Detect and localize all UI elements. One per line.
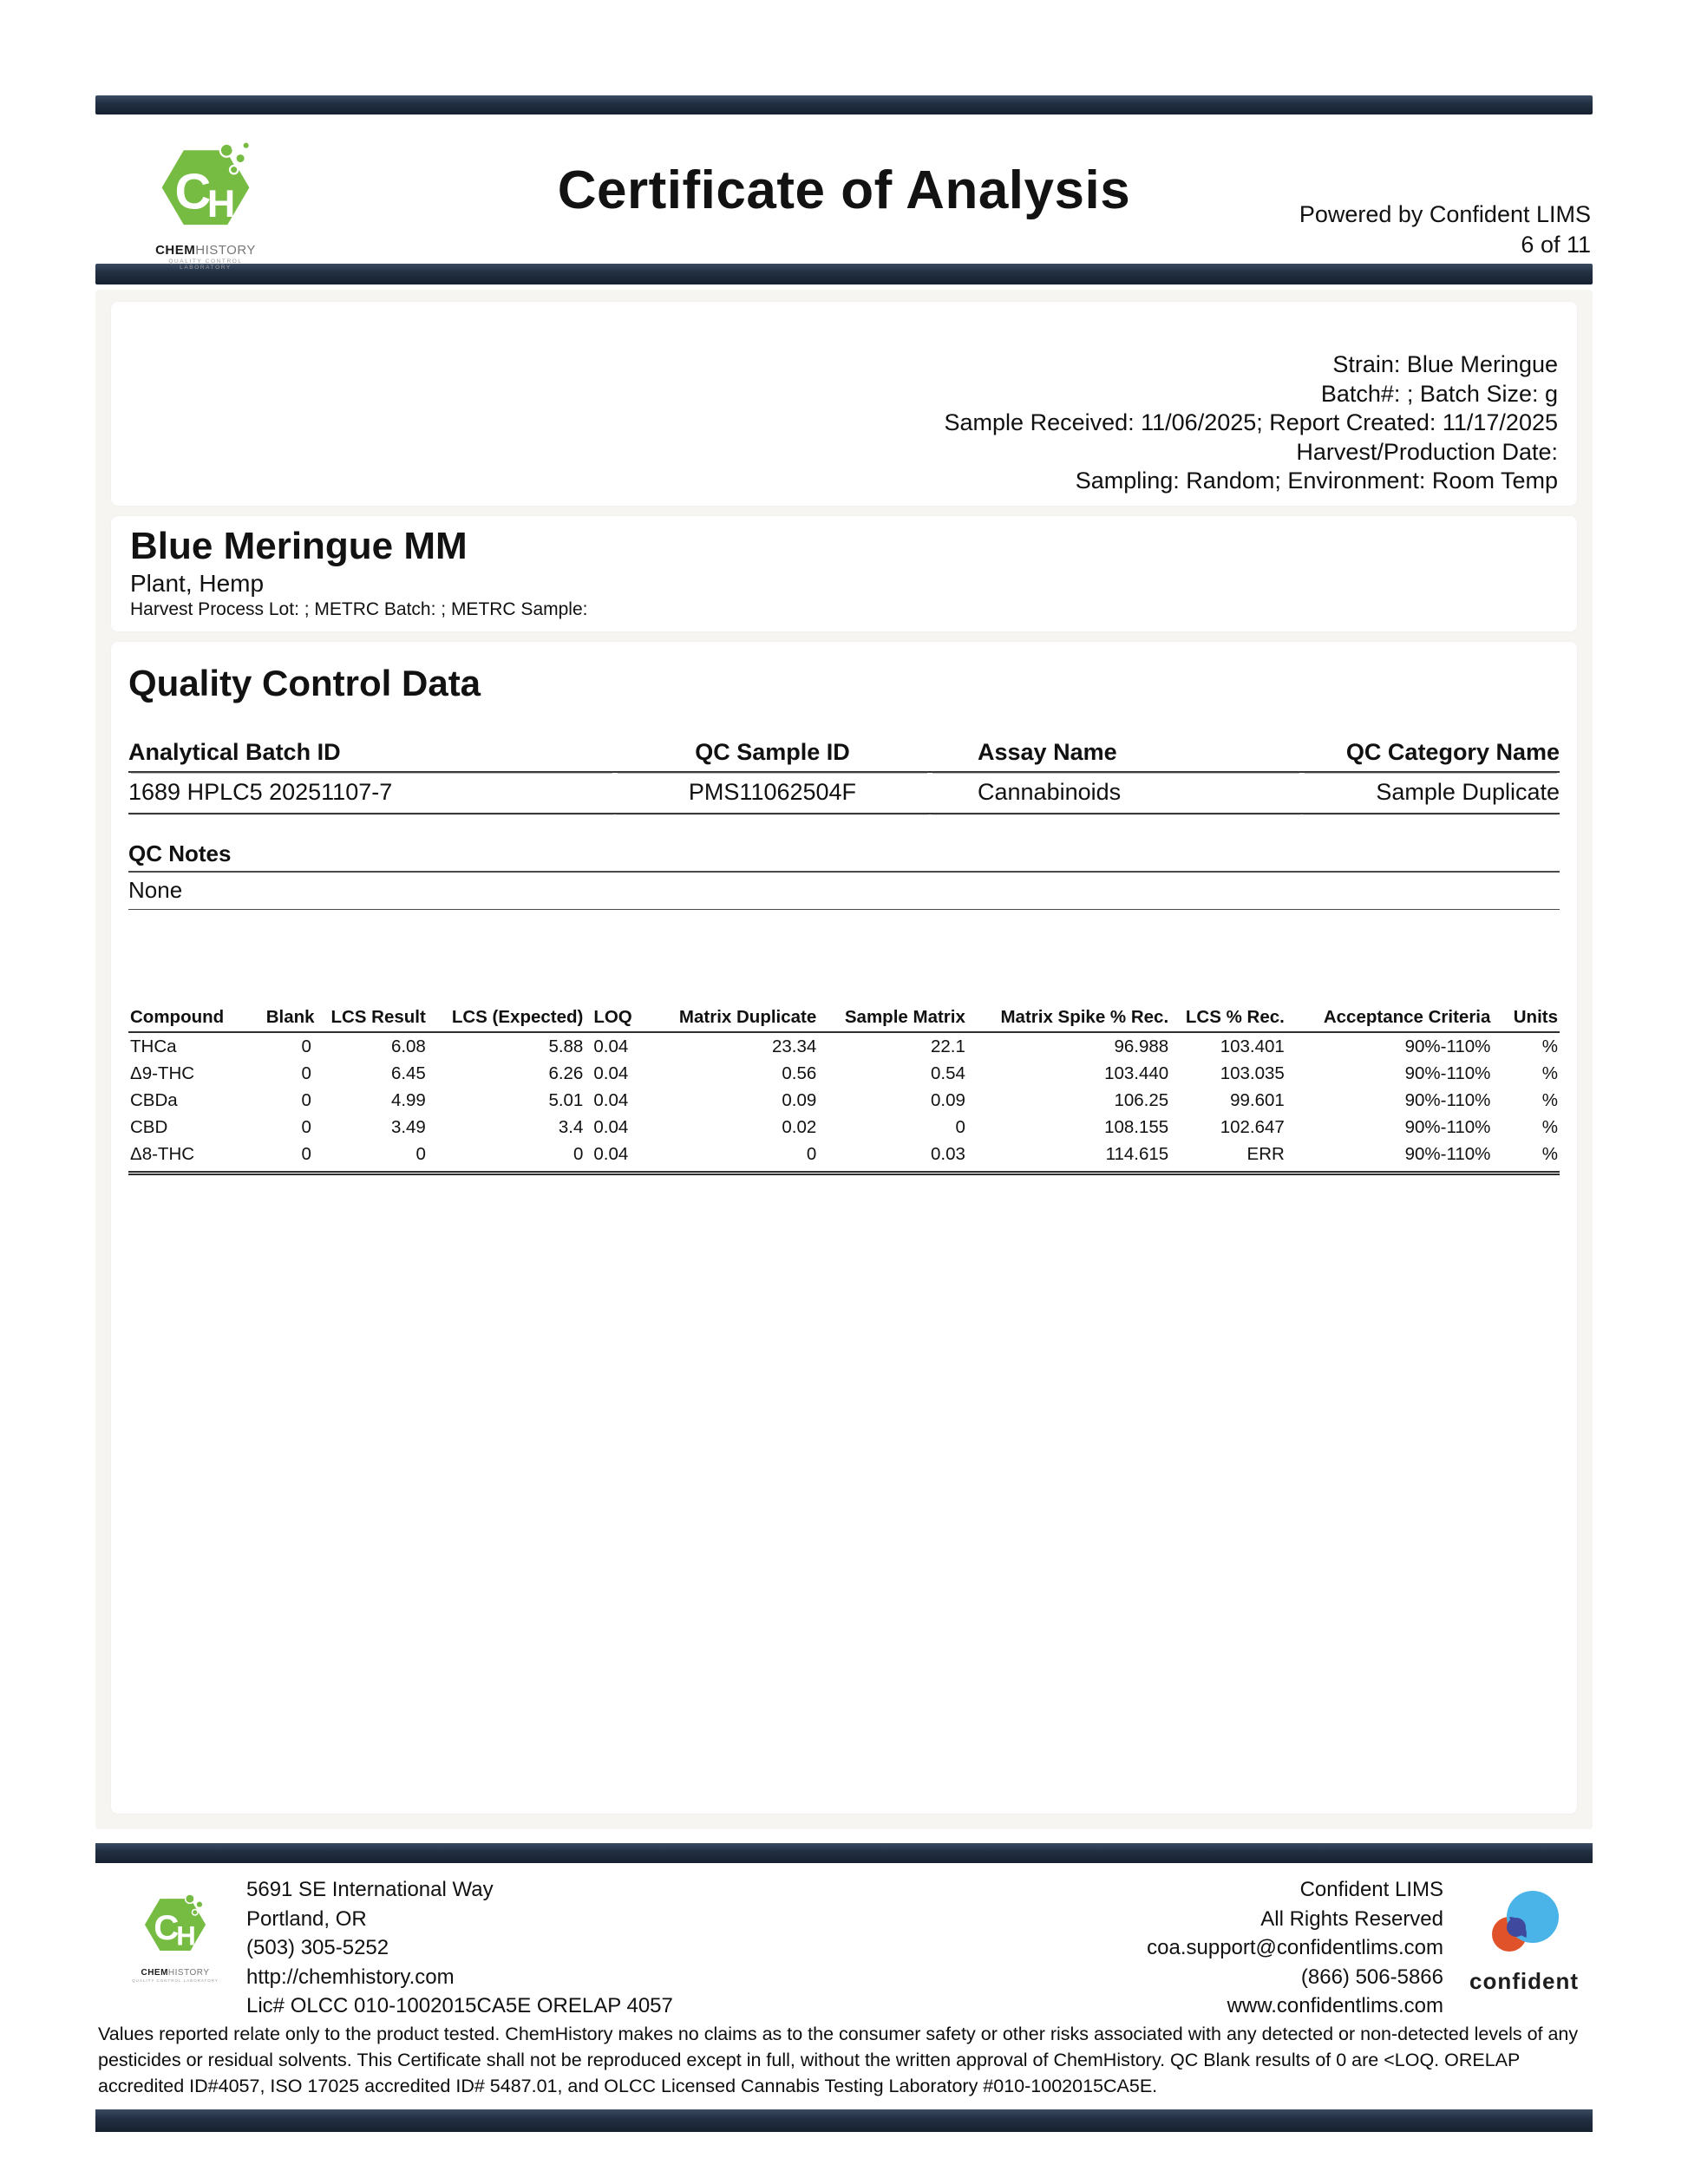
cell-loq: 0.04 <box>585 1141 639 1173</box>
lab-license: Lic# OLCC 010-1002015CA5E ORELAP 4057 <box>246 1994 673 2017</box>
logo-wordmark-chem: CHEM <box>141 1968 168 1978</box>
header-meta <box>1299 199 1591 260</box>
footer-chemhistory-logo <box>128 1891 222 1983</box>
confident-lims-logo <box>1459 1875 1589 1995</box>
product-name: Blue Meringue MM <box>130 525 468 567</box>
cell-units: % <box>1541 1116 1558 1137</box>
lab-address-line1: 5691 SE International Way <box>246 1878 494 1901</box>
col-header-lcs-result: LCS Result <box>313 1007 428 1032</box>
cell-loq: 0.04 <box>593 1063 629 1083</box>
confident-wordmark: confident <box>1469 1968 1579 1994</box>
cell-units: % <box>1492 1141 1560 1173</box>
cell-compound: Δ9-THC <box>130 1063 195 1083</box>
cell-units: % <box>1541 1036 1558 1056</box>
product-card <box>111 516 1577 631</box>
qc-meta-table <box>128 739 1560 814</box>
logo-letter-h: H <box>206 181 236 226</box>
strain-line: Strain: Blue Meringue <box>1332 351 1558 377</box>
qc-assay-name: Cannabinoids <box>930 772 1302 814</box>
cell-lcs-rec: 103.035 <box>1220 1063 1285 1083</box>
cell-sample-matrix: 0.54 <box>930 1063 965 1083</box>
cell-lcs-rec: ERR <box>1170 1141 1286 1173</box>
results-header-row <box>128 1007 1560 1032</box>
legal-disclaimer: Values reported relate only to the product tested. ChemHistory makes no claims as to the consumer safety or other risks associated with any detected or non-detected levels of any pesticides or residual solvents. This Certificate shall not be reproduced except in full, without the written approval of ChemHistory. QC Blank results of 0 are <LOQ. ORELAP accredited ID#4057, ISO 17025 accredited ID# 5487.01, and OLCC Licensed Cannabis Testing Laboratory #010-1002015CA5E. <box>98 2024 1579 2096</box>
cell-loq: 0.04 <box>593 1089 629 1110</box>
cell-lcs-result: 0 <box>313 1141 428 1173</box>
lims-website-link[interactable]: www.confidentlims.com <box>1227 1994 1443 2017</box>
cell-loq: 0.04 <box>593 1036 629 1056</box>
qc-meta-header-sample-id: QC Sample ID <box>615 739 930 772</box>
logo-wordmark-history: HISTORY <box>167 1968 210 1978</box>
cell-loq: 0.04 <box>593 1116 629 1137</box>
harvest-date-line: Harvest/Production Date: <box>1296 438 1558 465</box>
lims-rights: All Rights Reserved <box>1260 1906 1443 1931</box>
table-row-thca <box>128 1032 1560 1060</box>
qc-category-name: Sample Duplicate <box>1302 772 1560 814</box>
logo-letter-c: C <box>174 164 212 220</box>
cell-matrix-duplicate: 23.34 <box>771 1036 817 1056</box>
cell-lcs-result: 3.49 <box>390 1116 426 1137</box>
cell-blank: 0 <box>301 1089 311 1110</box>
batch-line: Batch#: ; Batch Size: g <box>1320 380 1558 407</box>
cell-blank: 0 <box>301 1036 311 1056</box>
col-header-loq: LOQ <box>585 1007 639 1032</box>
cell-lcs-expected: 5.01 <box>548 1089 584 1110</box>
cell-compound: Δ8-THC <box>128 1141 265 1173</box>
header-divider-bar <box>95 264 1593 284</box>
col-header-units: Units <box>1492 1007 1560 1032</box>
cell-lcs-expected: 3.4 <box>558 1116 584 1137</box>
cell-blank: 0 <box>265 1141 313 1173</box>
powered-by-label: Powered by Confident LIMS <box>1299 201 1591 227</box>
cell-sample-matrix: 0.03 <box>818 1141 967 1173</box>
section-title: Quality Control Data <box>128 663 481 703</box>
qc-notes-value: None <box>128 873 1560 910</box>
product-metrc-line: Harvest Process Lot: ; METRC Batch: ; METRC Sample: <box>130 599 588 619</box>
qc-meta-row <box>128 772 1560 814</box>
logo-tagline: QUALITY CONTROL LABORATORY <box>132 1978 219 1983</box>
cell-matrix-spike: 108.155 <box>1104 1116 1169 1137</box>
chemhistory-hexagon-icon <box>141 1891 209 1962</box>
page-number: 6 of 11 <box>1521 232 1591 258</box>
col-header-blank: Blank <box>265 1007 313 1032</box>
qc-analytical-batch-id: 1689 HPLC5 20251107-7 <box>128 772 615 814</box>
header <box>95 114 1593 271</box>
cell-units: % <box>1541 1089 1558 1110</box>
qc-meta-header-category: QC Category Name <box>1302 739 1560 772</box>
received-created-line: Sample Received: 11/06/2025; Report Created: 11/17/2025 <box>944 409 1558 435</box>
cell-lcs-expected: 6.26 <box>548 1063 584 1083</box>
product-type: Plant, Hemp <box>130 570 265 597</box>
cell-acceptance: 90%-110% <box>1404 1036 1491 1056</box>
cell-matrix-spike: 114.615 <box>967 1141 1170 1173</box>
footer-divider-bar <box>95 1843 1593 1863</box>
lims-name: Confident LIMS <box>1299 1878 1443 1901</box>
col-header-lcs-rec: LCS % Rec. <box>1170 1007 1286 1032</box>
logo-wordmark <box>128 1968 222 1978</box>
cell-blank: 0 <box>301 1116 311 1137</box>
qc-notes-label: QC Notes <box>128 840 1560 873</box>
cell-lcs-expected: 0 <box>428 1141 586 1173</box>
col-header-lcs-expected: LCS (Expected) <box>428 1007 586 1032</box>
lab-address-line2: Portland, OR <box>246 1906 367 1931</box>
qc-meta-header-assay: Assay Name <box>930 739 1302 772</box>
cell-matrix-duplicate: 0.02 <box>782 1116 817 1137</box>
logo-letter-h: H <box>176 1920 196 1952</box>
col-header-matrix-spike: Matrix Spike % Rec. <box>967 1007 1170 1032</box>
cell-lcs-rec: 103.401 <box>1220 1036 1285 1056</box>
table-row-cbda <box>128 1087 1560 1114</box>
top-divider-bar <box>95 95 1593 114</box>
cell-compound: THCa <box>130 1036 177 1056</box>
cell-sample-matrix: 0.09 <box>930 1089 965 1110</box>
sample-info-block <box>130 350 1558 496</box>
logo-letter-c: C <box>154 1907 180 1947</box>
cell-lcs-result: 6.08 <box>390 1036 426 1056</box>
sampling-line: Sampling: Random; Environment: Room Temp <box>1075 468 1558 494</box>
cell-lcs-result: 6.45 <box>390 1063 426 1083</box>
cell-acceptance: 90%-110% <box>1404 1063 1491 1083</box>
cell-compound: CBDa <box>130 1089 178 1110</box>
quality-control-card <box>111 642 1577 1814</box>
cell-compound: CBD <box>130 1116 168 1137</box>
cell-matrix-duplicate: 0.09 <box>782 1089 817 1110</box>
cell-units: % <box>1541 1063 1558 1083</box>
cell-lcs-result: 4.99 <box>390 1089 426 1110</box>
cell-lcs-rec: 102.647 <box>1220 1116 1285 1137</box>
qc-sample-id: PMS11062504F <box>615 772 930 814</box>
cell-lcs-rec: 99.601 <box>1230 1089 1285 1110</box>
cell-acceptance: 90%-110% <box>1404 1089 1491 1110</box>
cell-sample-matrix: 0 <box>955 1116 965 1137</box>
cell-acceptance: 90%-110% <box>1404 1116 1491 1137</box>
col-header-acceptance: Acceptance Criteria <box>1286 1007 1493 1032</box>
sample-info-card <box>111 302 1577 506</box>
logo-wordmark-chem: CHEM <box>155 243 196 258</box>
cell-matrix-spike: 103.440 <box>1104 1063 1169 1083</box>
footer <box>95 1875 1593 2017</box>
cell-lcs-expected: 5.88 <box>548 1036 584 1056</box>
col-header-compound: Compound <box>128 1007 265 1032</box>
table-row-d9thc <box>128 1060 1560 1087</box>
col-header-matrix-duplicate: Matrix Duplicate <box>639 1007 818 1032</box>
cell-matrix-spike: 106.25 <box>1114 1089 1169 1110</box>
col-header-sample-matrix: Sample Matrix <box>818 1007 967 1032</box>
lims-contact-block <box>1147 1875 1443 2021</box>
cell-sample-matrix: 22.1 <box>930 1036 965 1056</box>
cell-matrix-spike: 96.988 <box>1114 1036 1169 1056</box>
table-row-cbd <box>128 1114 1560 1141</box>
confident-circles-icon <box>1476 1884 1572 1964</box>
bottom-divider-bar <box>95 2109 1593 2132</box>
cell-matrix-duplicate: 0 <box>639 1141 818 1173</box>
qc-results-table <box>128 1007 1560 1175</box>
logo-wordmark-history: HISTORY <box>195 243 256 258</box>
lab-contact-block <box>246 1875 673 2021</box>
lims-email-link[interactable]: coa.support@confidentlims.com <box>1147 1936 1443 1959</box>
logo-wordmark <box>149 243 262 258</box>
table-row-d8thc <box>128 1141 1560 1173</box>
qc-meta-header-row <box>128 739 1560 772</box>
content-panel <box>95 290 1593 1829</box>
qc-meta-header-analytical-batch: Analytical Batch ID <box>128 739 615 772</box>
lab-phone: (503) 305-5252 <box>246 1936 389 1959</box>
logo-tagline: QUALITY CONTROL LABORATORY <box>168 258 243 271</box>
lims-phone: (866) 506-5866 <box>1300 1965 1443 1989</box>
cell-blank: 0 <box>301 1063 311 1083</box>
cell-acceptance: 90%-110% <box>1286 1141 1493 1173</box>
page-title: Certificate of Analysis <box>557 160 1131 220</box>
cell-matrix-duplicate: 0.56 <box>782 1063 817 1083</box>
lab-website-link[interactable]: http://chemhistory.com <box>246 1965 455 1989</box>
